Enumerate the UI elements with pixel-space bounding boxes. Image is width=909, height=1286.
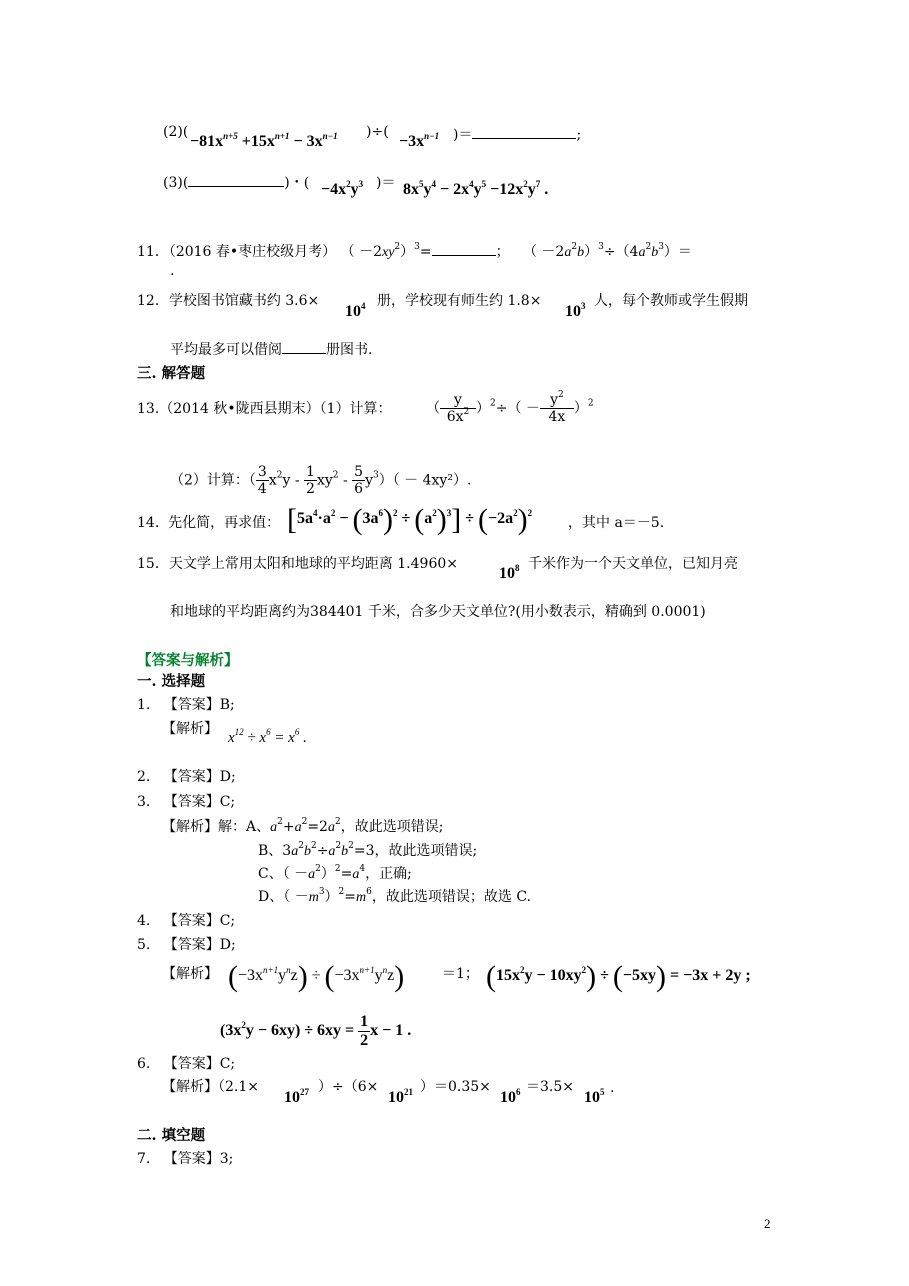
answer-1-explanation: 【解析】 bbox=[162, 721, 218, 737]
q11-source: （2016 春•枣庄校级月考） bbox=[168, 244, 337, 260]
answer-6-power2: $10^{21}$ bbox=[388, 1087, 413, 1106]
answer-6: 6. 【答案】C; bbox=[137, 1056, 236, 1072]
q12-text-mid: 册，学校现有师生约 1.8× bbox=[377, 293, 542, 309]
q10-part3-result: $8x^5y^4 - 2x^4y^5 -12x^2y^7$ . bbox=[403, 179, 549, 198]
answer-blank[interactable] bbox=[188, 172, 284, 187]
q15-line2: 和地球的平均距离约为384401 千米，合多少天文单位?(用小数表示，精确到 0.0001) bbox=[170, 604, 706, 620]
q12-text-end: 人，每个教师或学生假期 bbox=[594, 293, 748, 309]
q10-part3-equals: )＝ bbox=[376, 175, 396, 191]
q13: 13.（2014 秋•陇西县期末）（1）计算： bbox=[137, 401, 392, 417]
answer-blank[interactable] bbox=[472, 124, 576, 139]
answer-3-b: B、$3a^2b^2\div a^2b^2=3$，故此选项错误; bbox=[258, 841, 478, 859]
q10-part3-label: (3)( bbox=[163, 175, 189, 191]
q10-part2-divisor: $-3x^{n-1}$ bbox=[399, 131, 440, 150]
q11: 11．（2016 春•枣庄校级月考） （ $-2xy^2)^3=$ ； （ $-2a^2b)^3\div(4a^2b^3)=$ bbox=[137, 242, 692, 260]
answer-6-t3: ）＝0.35× bbox=[420, 1079, 491, 1095]
answer-1-formula: $x^{12} \div x^6 = x^6$ . bbox=[228, 727, 307, 746]
q14-condition: ，其中 a＝－5. bbox=[568, 515, 665, 531]
q10-part2 bbox=[163, 124, 188, 140]
answer-6-explanation: 【解析】（2.1× bbox=[162, 1079, 259, 1095]
q12-power1: $10^4$ bbox=[345, 301, 366, 320]
answer-3: 3. 【答案】C; bbox=[137, 794, 236, 810]
answer-6-power4: $10^5$ bbox=[584, 1087, 605, 1106]
q10-part3-factor: $-4x^2y^3$ bbox=[321, 179, 364, 198]
answer-5-formula1: $(-3x^{n+1}y^nz) \div (-3x^{n+1}y^nz)$ bbox=[228, 960, 405, 993]
answer-5-formula2: $(15x^2y - 10xy^2) \div (-5xy) = -3x + 2y$ ; bbox=[486, 960, 751, 993]
q13-frac1: （ $\frac{y}{6x^2}$ ）$^2$÷（ － $\frac{y^2}{4x}$ ）$^2$ bbox=[426, 390, 594, 425]
q12-power2: $10^3$ bbox=[565, 301, 586, 320]
section-title-1: 一. 选择题 bbox=[137, 673, 206, 690]
q10-part2-equals: )＝ ; bbox=[453, 124, 581, 144]
answer-4: 4. 【答案】C; bbox=[137, 913, 236, 929]
answer-1: 1. 【答案】B; bbox=[137, 697, 235, 713]
answer-6-end: . bbox=[610, 1080, 615, 1096]
q10-part3: (3)( )・( bbox=[163, 172, 309, 192]
q12-line2: 平均最多可以借阅 册图书. bbox=[170, 342, 373, 358]
q15: 15．天文学上常用太阳和地球的平均距离 1.4960× bbox=[137, 556, 458, 572]
answer-5: 5. 【答案】D; bbox=[137, 937, 236, 953]
answer-5-formula3: $(3x^2y - 6xy) \div 6xy$ = $\frac{1}{2}$ x − 1 . bbox=[220, 1013, 412, 1049]
q10-part2-dividend: $-81x^{n+5} +15x^{n+1} - 3x^{n-1}$ bbox=[190, 131, 338, 150]
answer-6-power1: $10^{27}$ bbox=[284, 1087, 309, 1106]
answer-3-a: 【解析】解：A、$a^2+a^2=2a^2$，故此选项错误; bbox=[162, 817, 444, 835]
answer-7: 7. 【答案】3; bbox=[137, 1151, 234, 1167]
answer-6-t2: ）÷（6× bbox=[318, 1079, 379, 1095]
answers-title: 【答案与解析】 bbox=[137, 652, 239, 669]
page-number: 2 bbox=[764, 1216, 771, 1231]
section-title-2: 二. 填空题 bbox=[137, 1127, 206, 1144]
q14-expression: $[5a^4\cdot a^2 - (3a^6)^2 \div (a^2)^3] \div (-2a^2)^2$ bbox=[287, 503, 533, 536]
answer-5-eq1: ＝1； bbox=[442, 966, 479, 982]
q12: 12．学校图书馆藏书约 3.6× bbox=[137, 293, 320, 309]
answer-3-d: D、（ $-m^3)^2=m^6$，故此选项错误；故选 C. bbox=[258, 887, 531, 905]
answer-6-t4: ＝3.5× bbox=[526, 1079, 574, 1095]
answer-6-power3: $10^6$ bbox=[500, 1087, 521, 1106]
q14: 14. 先化简，再求值： bbox=[137, 515, 281, 531]
answer-blank[interactable] bbox=[432, 242, 496, 256]
answer-5-explanation: 【解析】 bbox=[162, 966, 218, 982]
q15-text1b: 千米作为一个天文单位，已知月亮 bbox=[528, 556, 738, 572]
section-title-3: 三. 解答题 bbox=[137, 365, 206, 382]
q11-blank-end: . bbox=[170, 263, 175, 279]
answer-3-c: C、（ $-a^2)^2=a^4$，正确; bbox=[258, 864, 412, 882]
q10-part2-label: (2)( bbox=[163, 124, 189, 140]
q10-part2-divsign: )÷( bbox=[366, 124, 389, 140]
answer-blank[interactable] bbox=[282, 340, 326, 354]
q15-power: $10^8$ bbox=[499, 563, 520, 582]
answer-2: 2. 【答案】D; bbox=[137, 769, 236, 785]
q13-part2: （2）计算：（ $\frac{3}{4}$ $x^2y$ - $\frac{1}{2}$ $xy^2$ - $\frac{5}{6}$ $y^3)( - 4xy^2)$. bbox=[170, 464, 472, 497]
